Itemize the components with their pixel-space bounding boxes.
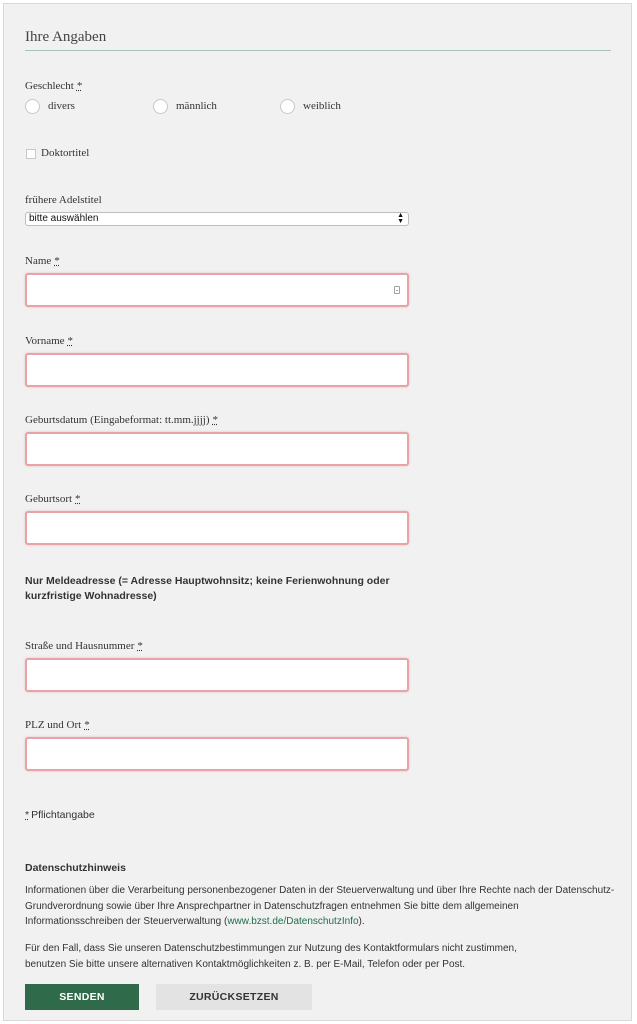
firstname-label: Vorname * <box>25 335 74 347</box>
zipcity-label: PLZ und Ort * <box>25 719 90 731</box>
doctor-checkbox[interactable] <box>26 149 36 159</box>
birthplace-input[interactable] <box>25 511 409 545</box>
reset-button[interactable]: ZURÜCKSETZEN <box>156 984 312 1010</box>
privacy-paragraph-1 <box>25 883 615 930</box>
privacy-text: Informationen über die Verarbeitung personenbezogener Daten in der Steuerverwaltung und über Ihre Rechte nach der Datenschutz-Grundverordnung sowie über Ihre Ansprechpartner in Datenschutzfragen entnehmen Sie bitte dem allgemeinen Informationsschreiben der Steuerverwaltung ( <box>25 885 615 927</box>
required-mark: * <box>84 719 90 731</box>
street-input[interactable] <box>25 658 409 692</box>
section-title: Ihre Angaben <box>25 29 107 45</box>
form-panel <box>3 3 632 1021</box>
required-mark: * <box>75 493 81 505</box>
address-note: Nur Meldeadresse (= Adresse Hauptwohnsitz; keine Ferienwohnung oder kurzfristige Wohnadresse) <box>25 575 390 602</box>
privacy-text-end: ). <box>358 916 365 927</box>
radio-label-maennlich: männlich <box>176 100 217 112</box>
radio-maennlich[interactable] <box>153 99 168 114</box>
required-mark: * <box>212 414 219 426</box>
radio-weiblich[interactable] <box>280 99 295 114</box>
radio-label-weiblich: weiblich <box>303 100 341 112</box>
birthdate-label: Geburtsdatum (Eingabeformat: tt.mm.jjjj) * <box>25 414 219 426</box>
nobility-select[interactable] <box>25 212 409 226</box>
mandatory-note <box>25 809 95 821</box>
select-arrows-icon: ▲ ▼ <box>397 212 404 225</box>
name-label: Name * <box>25 255 60 267</box>
required-mark: * <box>54 255 60 267</box>
required-mark: * <box>67 335 74 347</box>
submit-button[interactable]: SENDEN <box>25 984 139 1010</box>
zipcity-input[interactable] <box>25 737 409 771</box>
autofill-icon[interactable] <box>394 286 400 294</box>
birthplace-label: Geburtsort * <box>25 493 81 505</box>
street-label: Straße und Hausnummer * <box>25 640 143 652</box>
name-input[interactable] <box>25 273 409 307</box>
privacy-paragraph-2: Für den Fall, dass Sie unseren Datenschutzbestimmungen zur Nutzung des Kontaktformulars nicht zustimmen, benutzen Sie bitte unsere alternativen Kontaktmöglichkeiten z. B. per E-Mail, Telefon oder per Post. <box>25 943 517 970</box>
gender-label: Geschlecht * <box>25 80 83 92</box>
mandatory-text: Pflichtangabe <box>31 809 95 821</box>
privacy-info-link[interactable]: www.bzst.de/DatenschutzInfo <box>227 916 359 927</box>
radio-divers[interactable] <box>25 99 40 114</box>
firstname-input[interactable] <box>25 353 409 387</box>
birthdate-input[interactable] <box>25 432 409 466</box>
required-mark: * <box>76 80 83 92</box>
required-mark: * <box>137 640 143 652</box>
nobility-selected-value: bitte auswählen <box>29 213 99 224</box>
doctor-label: Doktortitel <box>41 147 90 159</box>
privacy-heading: Datenschutzhinweis <box>25 862 126 874</box>
title-divider <box>25 50 611 51</box>
radio-label-divers: divers <box>48 100 75 112</box>
required-mark: * <box>25 809 30 821</box>
nobility-label: frühere Adelstitel <box>25 194 102 206</box>
